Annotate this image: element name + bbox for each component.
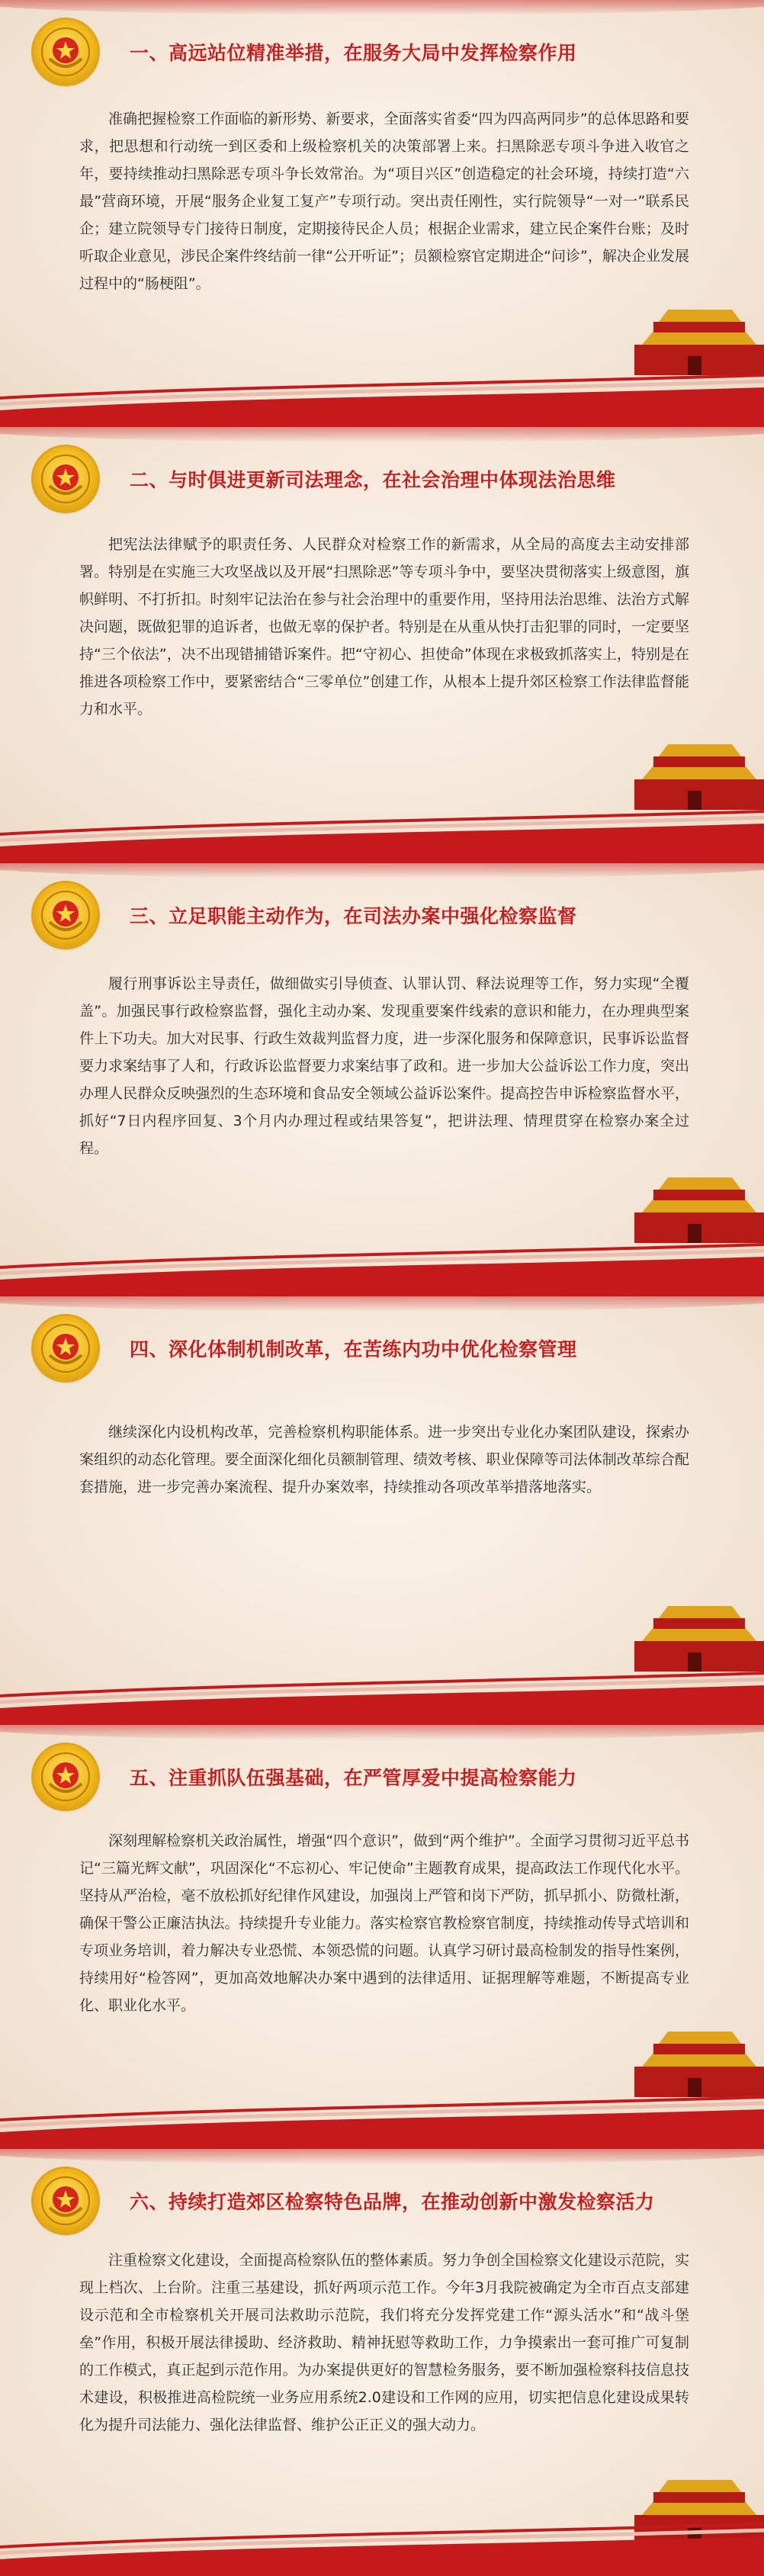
procuratorate-emblem-icon: [34, 447, 98, 511]
section-header: [34, 1313, 577, 1383]
section-header: [34, 1742, 577, 1812]
tiananmen-gate-icon: [612, 1595, 764, 1679]
section-title: 六、持续打造郊区检察特色品牌，在推动创新中激发检察活力: [130, 2191, 655, 2213]
section-title: 五、注重抓队伍强基础，在严管厚爱中提高检察能力: [130, 1767, 577, 1789]
procuratorate-emblem-icon: [34, 883, 98, 947]
section-3: [0, 863, 764, 1296]
section-title: 二、与时俱进更新司法理念，在社会治理中体现法治思维: [130, 469, 616, 491]
red-ribbon-decoration: [0, 1243, 764, 1296]
section-5: [0, 1725, 764, 2149]
procuratorate-emblem-icon: [34, 20, 98, 84]
tiananmen-gate-icon: [612, 734, 764, 817]
section-header: [34, 17, 577, 87]
section-body: 深刻理解检察机关政治属性，增强“四个意识”，做到“两个维护”。全面学习贯彻习近平总书记“三篇光辉文献”，巩固深化“不忘初心、牢记使命”主题教育成果，提高政法工作现代化水平。坚持从严治检，毫不放松抓好纪律作风建设，加强岗上严管和岗下严防，抓早抓小、防微杜渐，确保干警公正廉洁执法。持续提升专业能力。落实检察官教检察官制度，持续推动传导式培训和专项业务培训，着力解决专业恐慌、本领恐慌的问题。认真学习研讨最高检制发的指导性案例，持续用好“检答网”，更加高效地解决办案中遇到的法律适用、证据理解等难题，不断提高专业化、职业化水平。: [79, 1832, 689, 2014]
red-ribbon-decoration: [0, 1672, 764, 1725]
section-body: 履行刑事诉讼主导责任，做细做实引导侦查、认罪认罚、释法说理等工作，努力实现“全覆盖”。加强民事行政检察监督，强化主动办案、发现重要案件线索的意识和能力，在办理典型案件上下功夫。加大对民事、行政生效裁判监督力度，进一步深化服务和保障意识，民事诉讼监督要力求案结事了人和，行政诉讼监督要力求案结事了政和。进一步加大公益诉讼工作力度，突出办理人民群众反映强烈的生态环境和食品安全领域公益诉讼案件。提高控告申诉检察监督水平，抓好“7日内程序回复、3个月内办理过程或结果答复”，把讲法理、情理贯穿在检察办案全过程。: [79, 975, 689, 1157]
section-header: [34, 444, 616, 514]
red-ribbon-decoration: [0, 374, 764, 427]
section-body: 注重检察文化建设，全面提高检察队伍的整体素质。努力争创全国检察文化建设示范院，实现上档次、上台阶。注重三基建设，抓好两项示范工作。今年3月我院被确定为全市百点支部建设示范和全市检察机关开展司法救助示范院，我们将充分发挥党建工作“源头活水”和“战斗堡垒”作用，积极开展法律援助、经济救助、精神抚慰等救助工作，力争摸索出一套可推广可复制的工作模式，真正起到示范作用。为办案提供更好的智慧检务服务，要不断加强检察科技信息技术建设，积极推进高检院统一业务应用系统2.0建设和工作网的应用，切实把信息化建设成果转化为提升司法能力、强化法律监督、维护公正正义的强大动力。: [79, 2252, 689, 2433]
section-1: [0, 0, 764, 427]
section-body: 继续深化内设机构改革，完善检察机构职能体系。进一步突出专业化办案团队建设，探索办案组织的动态化管理。要全面深化细化员额制管理、绩效考核、职业保障等司法体制改革综合配套措施，进一步完善办案流程、提升办案效率，持续推动各项改革举措落地落实。: [79, 1424, 689, 1495]
section-title: 三、立足职能主动作为，在司法办案中强化检察监督: [130, 905, 577, 927]
section-title: 四、深化体制机制改革，在苦练内功中优化检察管理: [130, 1338, 577, 1360]
red-ribbon-decoration: [0, 2523, 764, 2576]
section-title: 一、高远站位精准举措，在服务大局中发挥检察作用: [130, 42, 577, 64]
procuratorate-emblem-icon: [34, 2169, 98, 2233]
section-2: [0, 427, 764, 863]
section-body: 把宪法法律赋予的职责任务、人民群众对检察工作的新需求，从全局的高度去主动安排部署。特别是在实施三大攻坚战以及开展“扫黑除恶”等专项斗争中，要坚决贯彻落实上级意图，旗帜鲜明、不打折扣。时刻牢记法治在参与社会治理中的重要作用，坚持用法治思维、法治方式解决问题，既做犯罪的追诉者，也做无辜的保护者。特别是在从重从快打击犯罪的同时，一定要坚持“三个依法”，决不出现错捕错诉案件。把“守初心、担使命”体现在求极致抓落实上，特别是在推进各项检察工作中，要紧密结合“三零单位”创建工作，从根本上提升郊区检察工作法律监督能力和水平。: [79, 536, 689, 718]
section-body: 准确把握检察工作面临的新形势、新要求，全面落实省委“四为四高两同步”的总体思路和要求，把思想和行动统一到区委和上级检察机关的决策部署上来。扫黑除恶专项斗争进入收官之年，要持续推动扫黑除恶专项斗争长效常治。为“项目兴区”创造稳定的社会环境，持续打造“六最”营商环境，开展“服务企业复工复产”专项行动。突出责任刚性，实行院领导“一对一”联系民企；建立院领导专门接待日制度，定期接待民企人员；根据企业需求，建立民企案件台账；及时听取企业意见，涉民企案件终结前一律“公开听证”；员额检察官定期进企“问诊”，解决企业发展过程中的“肠梗阻”。: [79, 111, 689, 292]
section-6: [0, 2149, 764, 2576]
section-header: [34, 880, 577, 950]
red-ribbon-decoration: [0, 810, 764, 863]
procuratorate-emblem-icon: [34, 1316, 98, 1380]
procuratorate-emblem-icon: [34, 1745, 98, 1809]
section-header: [34, 2166, 655, 2236]
tiananmen-gate-icon: [612, 1167, 764, 1251]
tiananmen-gate-icon: [612, 299, 764, 383]
tiananmen-gate-icon: [612, 2021, 764, 2105]
red-ribbon-decoration: [0, 2096, 764, 2149]
section-4: [0, 1296, 764, 1725]
